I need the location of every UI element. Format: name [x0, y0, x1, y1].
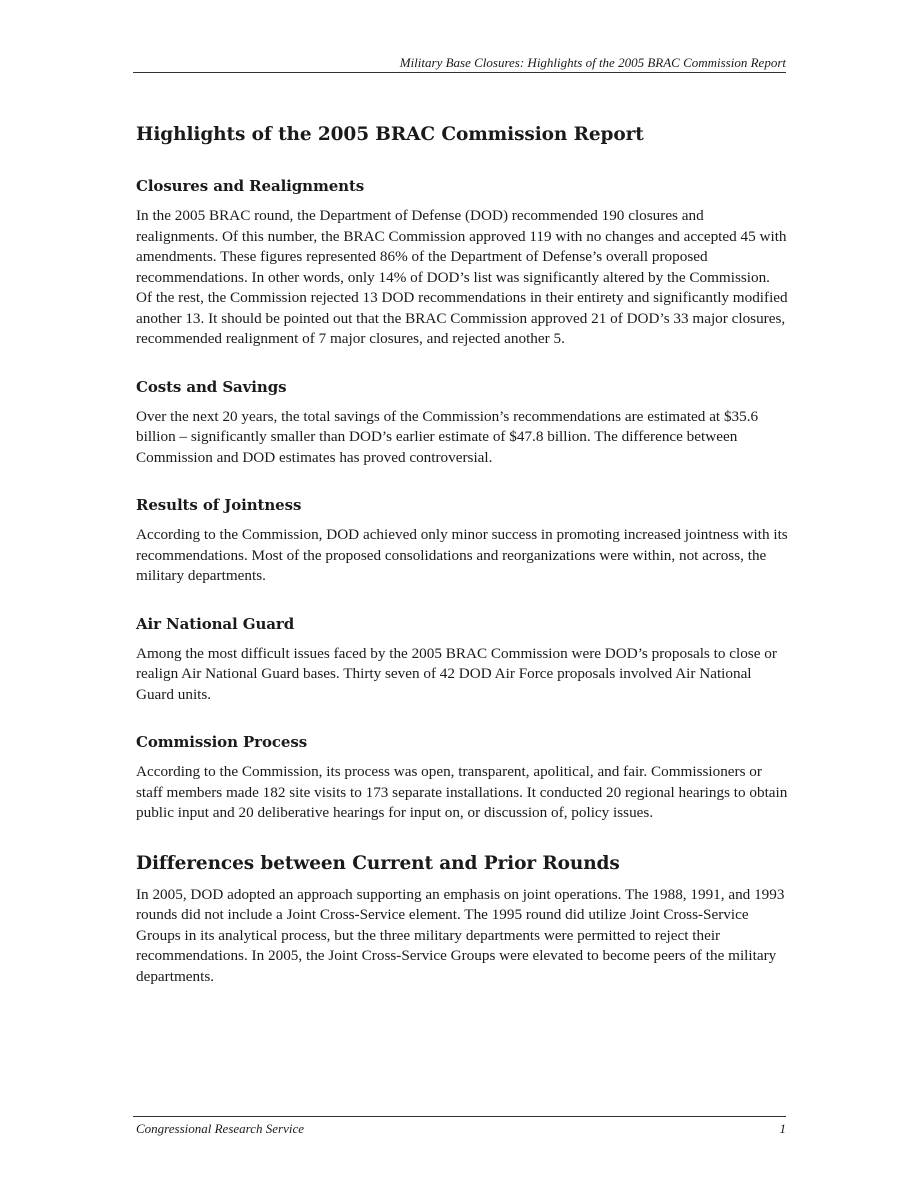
costs-paragraph: Over the next 20 years, the total savings of the Commission’s recommendations are estimated at $35.6 billion – significantly smaller than DOD’s earlier estimate of $47.8 billion. The difference between Commission and DOD estimates has proved controversial.: [136, 407, 759, 466]
closures-heading: Closures and Realignments: [136, 177, 365, 195]
costs-heading: Costs and Savings: [136, 377, 287, 396]
page-number: 1: [779, 1121, 786, 1136]
guard-heading: Air National Guard: [136, 614, 295, 633]
differences-paragraph: In 2005, DOD adopted an approach supporting an emphasis on joint operations. The 1988, 1991, and 1993 rounds did not include a Joint Cross-Service element. The 1995 round did utilize Joint Cross-Service Groups in its analytical process, but the three military departments were permitted to reject their recommendations. In 2005, the Joint Cross-Service Groups were elevated to become peers of the military departments.: [136, 885, 785, 985]
page-content: [136, 122, 788, 987]
process-paragraph: According to the Commission, its process was open, transparent, apolitical, and fair. Commissioners or staff members made 182 site visits to 173 separate installations. It conducted 20 regional hearings to obtain public input and 20 deliberative hearings for input on, or discussion of, policy issues.: [136, 763, 788, 821]
closures-paragraph: In the 2005 BRAC round, the Department of Defense (DOD) recommended 190 closures and realignments. Of this number, the BRAC Commission approved 119 with no changes and accepted 45 with amendments. These figures represented 86% of the Department of Defense’s overall proposed recommendations. In other words, only 14% of DOD’s list was significantly altered by the Commission. Of the rest, the Commission rejected 13 DOD recommendations in their entirety and significantly modified another 13. It should be pointed out that the BRAC Commission approved 21 of DOD’s 33 major closures, recommended realignment of 7 major closures, and rejected another 5.: [136, 207, 788, 347]
footer-rule: [133, 1116, 786, 1117]
jointness-heading: Results of Jointness: [136, 496, 302, 514]
footer-organization: Congressional Research Service: [136, 1121, 304, 1136]
header-rule: [133, 72, 786, 73]
guard-paragraph: Among the most difficult issues faced by the 2005 BRAC Commission were DOD’s proposals to close or realign Air National Guard bases. Thirty seven of 42 DOD Air Force proposals involved Air National Guard units.: [136, 644, 777, 703]
process-heading: Commission Process: [136, 733, 308, 751]
running-header: Military Base Closures: Highlights of the 2005 BRAC Commission Report: [399, 55, 786, 70]
differences-title: Differences between Current and Prior Rounds: [136, 852, 620, 874]
jointness-paragraph: According to the Commission, DOD achieved only minor success in promoting increased jointness with its recommendations. Most of the proposed consolidations and reorganizations were within, not across, the military departments.: [136, 526, 788, 584]
highlights-title: Highlights of the 2005 BRAC Commission Report: [136, 124, 644, 145]
